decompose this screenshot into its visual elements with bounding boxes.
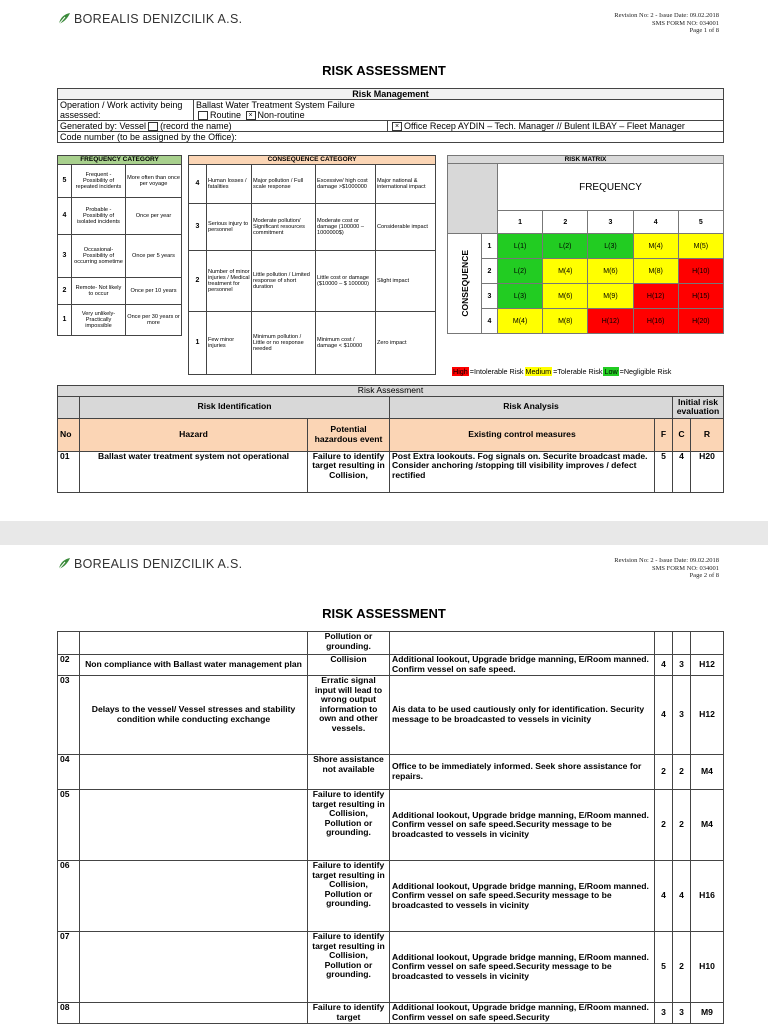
freq-level: 4 bbox=[58, 198, 72, 235]
company-name: BOREALIS DENIZCILIK A.S. bbox=[74, 557, 243, 571]
legend-text: =Negligible Risk bbox=[619, 367, 672, 376]
freq-desc: Occasional- Possibility of occurring sometime bbox=[72, 235, 126, 278]
row-controls: Office to be immediately informed. Seek shore assistance for repairs. bbox=[390, 755, 655, 790]
risk-cell: L(1) bbox=[498, 234, 543, 259]
freq-desc: Very unlikely- Practically impossible bbox=[72, 305, 126, 336]
ra-blank-cell bbox=[58, 396, 80, 418]
operation-label: Operation / Work activity being assessed: bbox=[58, 100, 194, 121]
table-row bbox=[58, 1003, 724, 1024]
cons-pollution: Major pollution / Full scale response bbox=[252, 165, 316, 204]
company-name: BOREALIS DENIZCILIK A.S. bbox=[74, 12, 243, 26]
legend-key: Low bbox=[604, 367, 618, 376]
row-event: Failure to identify target resulting in Collision, bbox=[308, 451, 390, 492]
freq-desc: Probable - Possibility of isolated incidents bbox=[72, 198, 126, 235]
legend-text: =Intolerable Risk bbox=[469, 367, 524, 376]
freq-row bbox=[58, 198, 182, 235]
freq-level: 5 bbox=[58, 165, 72, 198]
matrix-rows bbox=[448, 234, 724, 334]
freq-row bbox=[58, 278, 182, 305]
row-r: H16 bbox=[691, 861, 724, 932]
cons-row bbox=[189, 204, 436, 251]
legend-key: Medium bbox=[525, 367, 552, 376]
risk-cell: H(12) bbox=[588, 309, 633, 334]
cons-level: 4 bbox=[189, 165, 207, 204]
row-controls: Additional lookout, Upgrade bridge manning, E/Room manned. Confirm vessel on safe speed. bbox=[390, 655, 655, 676]
ra-rows bbox=[58, 632, 724, 1024]
row-event: Failure to identify target resulting in Collision, Pollution or grounding. bbox=[308, 790, 390, 861]
risk-cell: M(6) bbox=[588, 259, 633, 284]
freq-level: 3 bbox=[58, 235, 72, 278]
row-c: 3 bbox=[673, 1003, 691, 1024]
col-hazard-header: Hazard bbox=[80, 418, 308, 451]
freq-col-number: 3 bbox=[588, 211, 633, 234]
table-row bbox=[58, 451, 724, 492]
row-no: 08 bbox=[58, 1003, 80, 1024]
risk-analysis-header: Risk Analysis bbox=[390, 396, 673, 418]
row-f bbox=[655, 632, 673, 655]
row-f: 2 bbox=[655, 755, 673, 790]
initial-evaluation-header: Initial risk evaluation bbox=[673, 396, 724, 418]
row-c: 2 bbox=[673, 755, 691, 790]
risk-legend bbox=[452, 361, 672, 379]
page-title: RISK ASSESSMENT bbox=[322, 606, 446, 621]
rm-code-row bbox=[58, 132, 724, 143]
rm-caption: Risk Management bbox=[58, 89, 724, 100]
row-no: 02 bbox=[58, 655, 80, 676]
row-f: 2 bbox=[655, 790, 673, 861]
risk-cell: H(16) bbox=[633, 309, 678, 334]
cons-row bbox=[189, 251, 436, 312]
code-label: Code number (to be assigned by the Office): bbox=[58, 132, 724, 143]
row-no: 05 bbox=[58, 790, 80, 861]
row-r: H12 bbox=[691, 676, 724, 755]
matrix-caption: RISK MATRIX bbox=[448, 156, 724, 164]
matrix-freq-row bbox=[448, 164, 724, 211]
leaf-logo-icon bbox=[57, 557, 71, 571]
table-row bbox=[58, 632, 724, 655]
cons-impact: Slight impact bbox=[376, 251, 436, 312]
consequence-level: 3 bbox=[482, 284, 498, 309]
legend-key: High bbox=[453, 367, 468, 376]
table-row bbox=[58, 790, 724, 861]
consequence-level: 2 bbox=[482, 259, 498, 284]
row-controls bbox=[390, 632, 655, 655]
col-r-header: R bbox=[691, 418, 724, 451]
col-no-header: No bbox=[58, 418, 80, 451]
matrix-row bbox=[448, 259, 724, 284]
row-f: 5 bbox=[655, 932, 673, 1003]
office-cell bbox=[388, 121, 724, 132]
freq-caption: FREQUENCY CATEGORY bbox=[58, 156, 182, 165]
table-row bbox=[58, 676, 724, 755]
cons-human: Serious injury to personnel bbox=[207, 204, 252, 251]
risk-cell: L(3) bbox=[588, 234, 633, 259]
col-c-header: C bbox=[673, 418, 691, 451]
row-controls: Ais data to be used cautiously only for identification. Security message to be broadcasted to vessels in vicinity bbox=[390, 676, 655, 755]
risk-cell: L(3) bbox=[498, 284, 543, 309]
rm-operation-row bbox=[58, 100, 724, 121]
row-c: 2 bbox=[673, 932, 691, 1003]
row-controls: Additional lookout, Upgrade bridge manning, E/Room manned. Confirm vessel on safe speed.Security bbox=[390, 1003, 655, 1024]
form-number: SMS FORM NO: 034001 bbox=[651, 564, 719, 572]
row-r bbox=[691, 632, 724, 655]
routine-label: Routine bbox=[210, 110, 242, 120]
table-row bbox=[58, 655, 724, 676]
freq-row bbox=[58, 305, 182, 336]
row-no: 03 bbox=[58, 676, 80, 755]
table-row bbox=[58, 932, 724, 1003]
table-row bbox=[58, 861, 724, 932]
risk-cell: M(9) bbox=[588, 284, 633, 309]
freq-period: Once per 30 years or more bbox=[126, 305, 182, 336]
row-hazard bbox=[80, 932, 308, 1003]
row-f: 4 bbox=[655, 655, 673, 676]
row-no: 01 bbox=[58, 451, 80, 492]
revision-info: Revision No: 2 - Issue Date: 09.02.2018 bbox=[614, 12, 719, 19]
row-controls: Additional lookout, Upgrade bridge manning, E/Room manned. Confirm vessel on safe speed.Security message to be broadcasted to vessels in vicinity bbox=[390, 790, 655, 861]
cons-caption: CONSEQUENCE CATEGORY bbox=[189, 156, 436, 165]
row-r: M4 bbox=[691, 790, 724, 861]
row-f: 4 bbox=[655, 676, 673, 755]
frequency-category-table bbox=[57, 155, 182, 336]
risk-cell: M(8) bbox=[633, 259, 678, 284]
document-page-2 bbox=[0, 545, 768, 1024]
freq-period: Once per 10 years bbox=[126, 278, 182, 305]
row-r: H10 bbox=[691, 932, 724, 1003]
risk-cell: M(8) bbox=[543, 309, 588, 334]
row-event: Failure to identify target resulting in Collision, Pollution or grounding. bbox=[308, 861, 390, 932]
revision-info: Revision No: 2 - Issue Date: 09.02.2018 bbox=[614, 557, 719, 564]
generated-cell bbox=[58, 121, 388, 132]
cons-level: 1 bbox=[189, 312, 207, 375]
cons-human: Few minor injuries bbox=[207, 312, 252, 375]
consequence-level: 1 bbox=[482, 234, 498, 259]
row-r: H20 bbox=[691, 451, 724, 492]
risk-cell: H(10) bbox=[678, 259, 723, 284]
matrix-row bbox=[448, 309, 724, 334]
doc-header-block bbox=[614, 12, 719, 35]
row-c: 2 bbox=[673, 790, 691, 861]
freq-row bbox=[58, 165, 182, 198]
cons-cost: Little cost or damage ($10000 – $ 100000) bbox=[316, 251, 376, 312]
row-f: 3 bbox=[655, 1003, 673, 1024]
consequence-label bbox=[448, 234, 482, 334]
row-hazard bbox=[80, 790, 308, 861]
risk-cell: H(20) bbox=[678, 309, 723, 334]
cons-impact: Considerable impact bbox=[376, 204, 436, 251]
cons-level: 2 bbox=[189, 251, 207, 312]
freq-period: Once per year bbox=[126, 198, 182, 235]
row-hazard bbox=[80, 632, 308, 655]
freq-col-number: 1 bbox=[498, 211, 543, 234]
page-number: Page 1 of 8 bbox=[689, 27, 719, 35]
cons-row bbox=[189, 312, 436, 375]
ra-header-row bbox=[58, 418, 724, 451]
cons-impact: Zero impact bbox=[376, 312, 436, 375]
rm-caption-row bbox=[58, 89, 724, 100]
consequence-level: 4 bbox=[482, 309, 498, 334]
ra-caption-row bbox=[58, 386, 724, 397]
risk-cell: M(4) bbox=[498, 309, 543, 334]
row-hazard bbox=[80, 1003, 308, 1024]
office-value: Office Recep AYDIN – Tech. Manager // Bulent ILBAY – Fleet Manager bbox=[404, 121, 685, 132]
cons-row bbox=[189, 165, 436, 204]
freq-level: 2 bbox=[58, 278, 72, 305]
cons-rows bbox=[189, 165, 436, 375]
row-controls: Post Extra lookouts. Fog signals on. Securite broadcast made. Consider anchoring /stopping till visibility improves / defect rectified bbox=[390, 451, 655, 492]
vessel-checkbox[interactable] bbox=[148, 122, 158, 131]
company-logo bbox=[57, 557, 242, 571]
cons-impact: Major national & international impact bbox=[376, 165, 436, 204]
row-c: 4 bbox=[673, 451, 691, 492]
form-number: SMS FORM NO: 034001 bbox=[651, 19, 719, 27]
row-controls: Additional lookout, Upgrade bridge manning, E/Room manned. Confirm vessel on safe speed.Security message to be broadcasted to vessels in vicinity bbox=[390, 861, 655, 932]
cons-cost: Minimum cost / damage < $10000 bbox=[316, 312, 376, 375]
record-name-label: (record the name) bbox=[160, 121, 232, 132]
row-hazard bbox=[80, 755, 308, 790]
freq-row bbox=[58, 235, 182, 278]
row-r: M4 bbox=[691, 755, 724, 790]
freq-period: Once per 5 years bbox=[126, 235, 182, 278]
row-no bbox=[58, 632, 80, 655]
cons-caption-row bbox=[189, 156, 436, 165]
legend-text: =Tolerable Risk bbox=[553, 367, 603, 376]
row-hazard: Delays to the vessel/ Vessel stresses and stability condition while conducting exchange bbox=[80, 676, 308, 755]
row-r: H12 bbox=[691, 655, 724, 676]
cons-pollution: Moderate pollution/ Significant resources commitment bbox=[252, 204, 316, 251]
cons-level: 3 bbox=[189, 204, 207, 251]
risk-cell: L(2) bbox=[498, 259, 543, 284]
risk-assessment-table-continued bbox=[57, 631, 724, 1024]
risk-cell: H(12) bbox=[633, 284, 678, 309]
doc-header-block bbox=[614, 557, 719, 580]
page-title: RISK ASSESSMENT bbox=[322, 63, 446, 78]
freq-col-number: 4 bbox=[633, 211, 678, 234]
row-c: 4 bbox=[673, 861, 691, 932]
matrix-caption-row bbox=[448, 156, 724, 164]
row-f: 4 bbox=[655, 861, 673, 932]
risk-management-table bbox=[57, 88, 724, 143]
row-event: Failure to identify target resulting in Collision, Pollution or grounding. bbox=[308, 932, 390, 1003]
row-f: 5 bbox=[655, 451, 673, 492]
cons-human: Number of minor injuries / Medical treatment for personnel bbox=[207, 251, 252, 312]
matrix-row bbox=[448, 284, 724, 309]
col-f-header: F bbox=[655, 418, 673, 451]
row-no: 06 bbox=[58, 861, 80, 932]
row-r: M9 bbox=[691, 1003, 724, 1024]
risk-identification-header: Risk Identification bbox=[80, 396, 390, 418]
cons-pollution: Minimum pollution / Little or no response needed bbox=[252, 312, 316, 375]
nonroutine-label: Non-routine bbox=[257, 110, 305, 120]
routine-checkbox[interactable] bbox=[198, 111, 208, 120]
ra-group-row bbox=[58, 396, 724, 418]
office-checkbox[interactable]: × bbox=[392, 122, 402, 131]
freq-caption-row bbox=[58, 156, 182, 165]
company-logo bbox=[57, 12, 242, 26]
cons-cost: Excessive/ high cost damage >$1000000 bbox=[316, 165, 376, 204]
row-no: 07 bbox=[58, 932, 80, 1003]
freq-desc: Frequent - Possibility of repeated incidents bbox=[72, 165, 126, 198]
row-event: Shore assistance not available bbox=[308, 755, 390, 790]
row-hazard: Ballast water treatment system not operational bbox=[80, 451, 308, 492]
row-event: Failure to identify target bbox=[308, 1003, 390, 1024]
row-no: 04 bbox=[58, 755, 80, 790]
row-event: Erratic signal input will lead to wrong output information to own and other vessels. bbox=[308, 676, 390, 755]
risk-cell: M(6) bbox=[543, 284, 588, 309]
risk-cell: M(4) bbox=[543, 259, 588, 284]
matrix-blank-corner bbox=[448, 164, 498, 234]
routine-options bbox=[196, 110, 721, 120]
consequence-category-table bbox=[188, 155, 436, 375]
row-c: 3 bbox=[673, 655, 691, 676]
frequency-label: FREQUENCY bbox=[498, 164, 724, 211]
row-c: 3 bbox=[673, 676, 691, 755]
risk-cell: M(5) bbox=[678, 234, 723, 259]
operation-value: Ballast Water Treatment System Failure bbox=[196, 100, 355, 110]
risk-matrix-table bbox=[447, 155, 724, 334]
row-event: Collision bbox=[308, 655, 390, 676]
row-event: Pollution or grounding. bbox=[308, 632, 390, 655]
leaf-logo-icon bbox=[57, 12, 71, 26]
col-controls-header: Existing control measures bbox=[390, 418, 655, 451]
col-event-header: Potential hazardous event bbox=[308, 418, 390, 451]
operation-cell bbox=[194, 100, 724, 121]
freq-desc: Remote- Not likely to occur bbox=[72, 278, 126, 305]
page-number: Page 2 of 8 bbox=[689, 572, 719, 580]
freq-col-number: 5 bbox=[678, 211, 723, 234]
risk-cell: M(4) bbox=[633, 234, 678, 259]
risk-cell: H(15) bbox=[678, 284, 723, 309]
generated-label: Generated by: Vessel bbox=[60, 121, 147, 132]
row-c bbox=[673, 632, 691, 655]
table-row bbox=[58, 755, 724, 790]
cons-cost: Moderate cost or damage (100000 – 1000000$) bbox=[316, 204, 376, 251]
matrix-row bbox=[448, 234, 724, 259]
freq-period: More often than once per voyage bbox=[126, 165, 182, 198]
risk-assessment-table bbox=[57, 385, 724, 493]
freq-col-number: 2 bbox=[543, 211, 588, 234]
ra-caption: Risk Assessment bbox=[58, 386, 724, 397]
risk-cell: L(2) bbox=[543, 234, 588, 259]
row-hazard: Non compliance with Ballast water management plan bbox=[80, 655, 308, 676]
rm-generated-row bbox=[58, 121, 724, 132]
row-controls: Additional lookout, Upgrade bridge manning, E/Room manned. Confirm vessel on safe speed.Security message to be broadcasted to vessels in vicinity bbox=[390, 932, 655, 1003]
freq-level: 1 bbox=[58, 305, 72, 336]
cons-human: Human losses / fatalities bbox=[207, 165, 252, 204]
freq-rows bbox=[58, 165, 182, 336]
cons-pollution: Little pollution / Limited response of short duration bbox=[252, 251, 316, 312]
row-hazard bbox=[80, 861, 308, 932]
consequence-label-text: CONSEQUENCE bbox=[459, 250, 470, 317]
nonroutine-checkbox[interactable]: × bbox=[246, 111, 256, 120]
